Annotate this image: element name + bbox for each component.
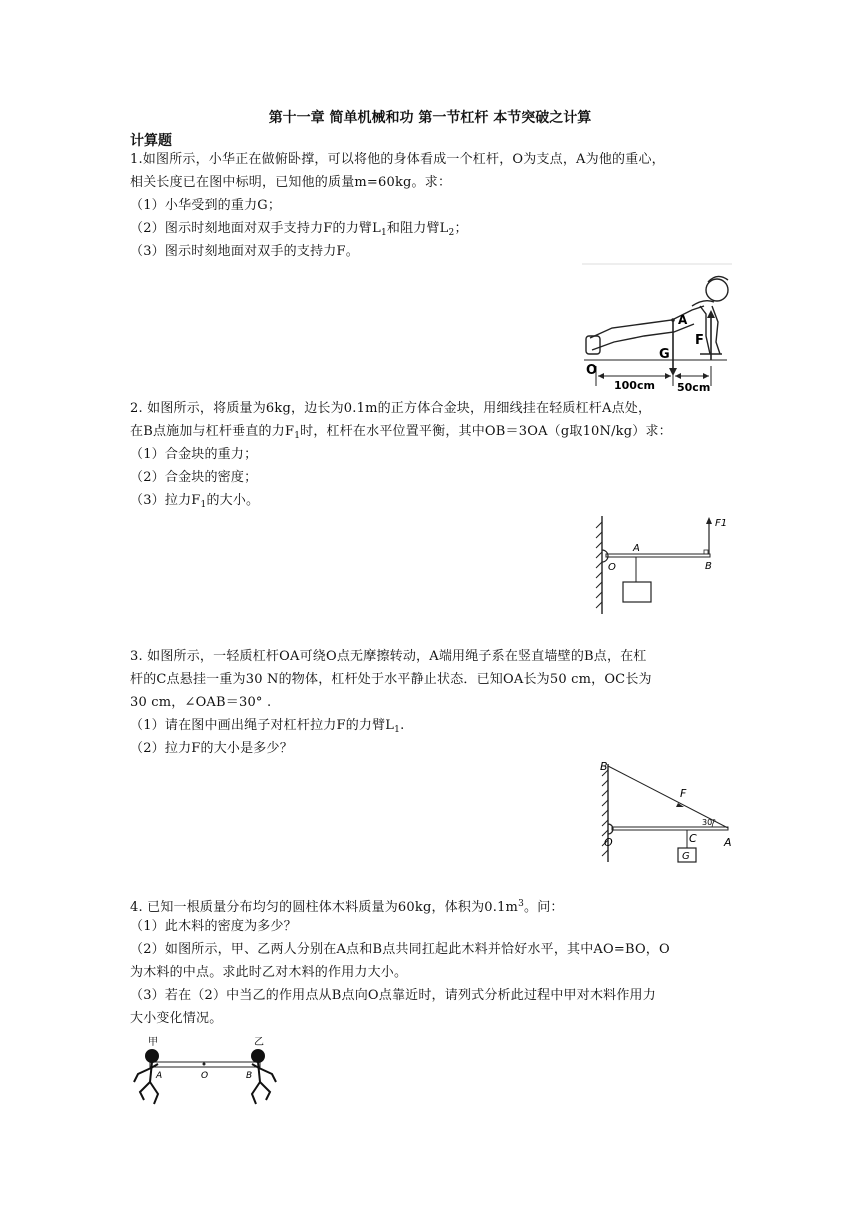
q3-line-4: [130, 717, 404, 739]
q3-lever-figure: [592, 760, 737, 865]
q1-person-icon: [586, 276, 728, 354]
q3-label-f: F: [680, 787, 687, 800]
q1-subscript-2: 2: [448, 228, 455, 238]
q3-line-3: 30 cm，∠OAB＝30° .: [130, 695, 272, 710]
q3-line-5: （2）拉力F的大小是多少？: [130, 741, 293, 756]
q1-label-g: G: [659, 347, 670, 362]
q3-label-b: B: [600, 760, 608, 773]
q1-line-3: （1）小华受到的重力G；: [130, 198, 282, 213]
q4-line-6: 大小变化情况。: [130, 1011, 223, 1026]
q1-line-5: （3）图示时刻地面对双手的支持力F。: [130, 244, 359, 259]
q4-line-4: 为木料的中点。求此时乙对木料的作用力大小。: [130, 965, 408, 980]
q3-label-g: G: [682, 851, 690, 862]
q2-subscript-2: 1: [200, 500, 207, 510]
q3-label-c: C: [689, 832, 697, 845]
section-heading: 计算题: [130, 133, 172, 149]
page-title: 第十一章 简单机械和功 第一节杠杆 本节突破之计算: [268, 110, 592, 126]
q1-line-4: [130, 220, 468, 242]
q4-label-a: A: [156, 1071, 163, 1081]
q3-label-angle: 30°: [702, 818, 717, 827]
q3-line-4-text-b: .: [400, 718, 405, 733]
q2-label-f1: F1: [715, 518, 728, 529]
q3-subscript-1: 1: [394, 725, 401, 735]
q3-line-2: 杆的C点悬挂一重为30 N的物体，杠杆处于水平静止状态．已知OA长为50 cm，OC长为: [130, 672, 652, 687]
q3-label-a: A: [724, 836, 732, 849]
q1-line-1: 1.如图所示，小华正在做俯卧撑，可以将他的身体看成一个杠杆，O为支点，A为他的重心，: [130, 152, 665, 167]
q3-line-4-text-a: （1）请在图中画出绳子对杠杆拉力F的力臂L: [130, 718, 395, 733]
q4-line-2: （1）此木料的密度为多少？: [130, 919, 297, 934]
q2-line-4: （2）合金块的密度；: [130, 470, 258, 485]
q2-line-2-text-b: 时，杠杆在水平位置平衡，其中OB＝3OA（g取10N/kg）求：: [300, 424, 672, 439]
q1-label-f: F: [695, 333, 704, 348]
q2-lever-figure: [592, 514, 732, 616]
q3-label-o: O: [604, 836, 613, 849]
q2-line-3: （1）合金块的重力；: [130, 447, 258, 462]
q1-pushup-figure: [582, 262, 732, 394]
q2-label-b: B: [705, 561, 712, 572]
q1-line-2: 相关长度已在图中标明，已知他的质量m=60kg。求：: [130, 175, 452, 190]
q1-line-4-text-a: （2）图示时刻地面对双手支持力F的力臂L: [130, 221, 381, 236]
q1-line-4-text-c: ；: [454, 221, 468, 236]
q4-person-yi-icon: [252, 1050, 276, 1104]
q1-dim-100cm: 100cm: [614, 379, 655, 392]
q1-label-a: A: [678, 313, 688, 327]
q4-label-o: O: [201, 1071, 209, 1081]
q1-label-o: O: [586, 363, 598, 378]
q4-superscript-3: 3: [518, 899, 525, 909]
q1-line-4-text-b: 和阻力臂L: [386, 221, 449, 236]
q2-line-1: 2. 如图所示，将质量为6kg，边长为0.1m的正方体合金块，用细线挂在轻质杠杆A点处，: [130, 401, 652, 416]
q2-label-o: O: [608, 562, 616, 573]
q2-subscript-1: 1: [294, 431, 301, 441]
q1-subscript-1: 1: [380, 228, 387, 238]
q4-label-b: B: [246, 1071, 253, 1081]
q4-carry-figure: [130, 1034, 280, 1114]
q4-label-yi: 乙: [254, 1037, 264, 1048]
q2-line-2: [130, 423, 672, 445]
q4-person-jia-icon: [134, 1050, 158, 1104]
q4-line-1: [130, 895, 564, 917]
q1-dim-50cm: 50cm: [677, 381, 711, 394]
q2-line-5-text-a: （3）拉力F: [130, 493, 201, 508]
q2-line-5-text-b: 的大小。: [206, 493, 260, 508]
q4-line-3: （2）如图所示，甲、乙两人分别在A点和B点共同扛起此木料并恰好水平，其中AO=BO，O: [130, 942, 670, 957]
q4-label-jia: 甲: [148, 1037, 158, 1048]
q2-line-2-text-a: 在B点施加与杠杆垂直的力F: [130, 424, 295, 439]
q3-line-1: 3. 如图所示，一轻质杠杆OA可绕O点无摩擦转动，A端用绳子系在竖直墙壁的B点，在杠: [130, 649, 647, 664]
q4-line-5: （3）若在（2）中当乙的作用点从B点向O点靠近时，请列式分析此过程中甲对木料作用力: [130, 988, 656, 1003]
q4-line-1-text-b: 。问：: [524, 900, 564, 915]
q4-line-1-text-a: 4. 已知一根质量分布均匀的圆柱体木料质量为60kg，体积为0.1m: [130, 900, 519, 915]
q2-label-a: A: [633, 543, 640, 554]
q2-line-5: [130, 492, 259, 514]
